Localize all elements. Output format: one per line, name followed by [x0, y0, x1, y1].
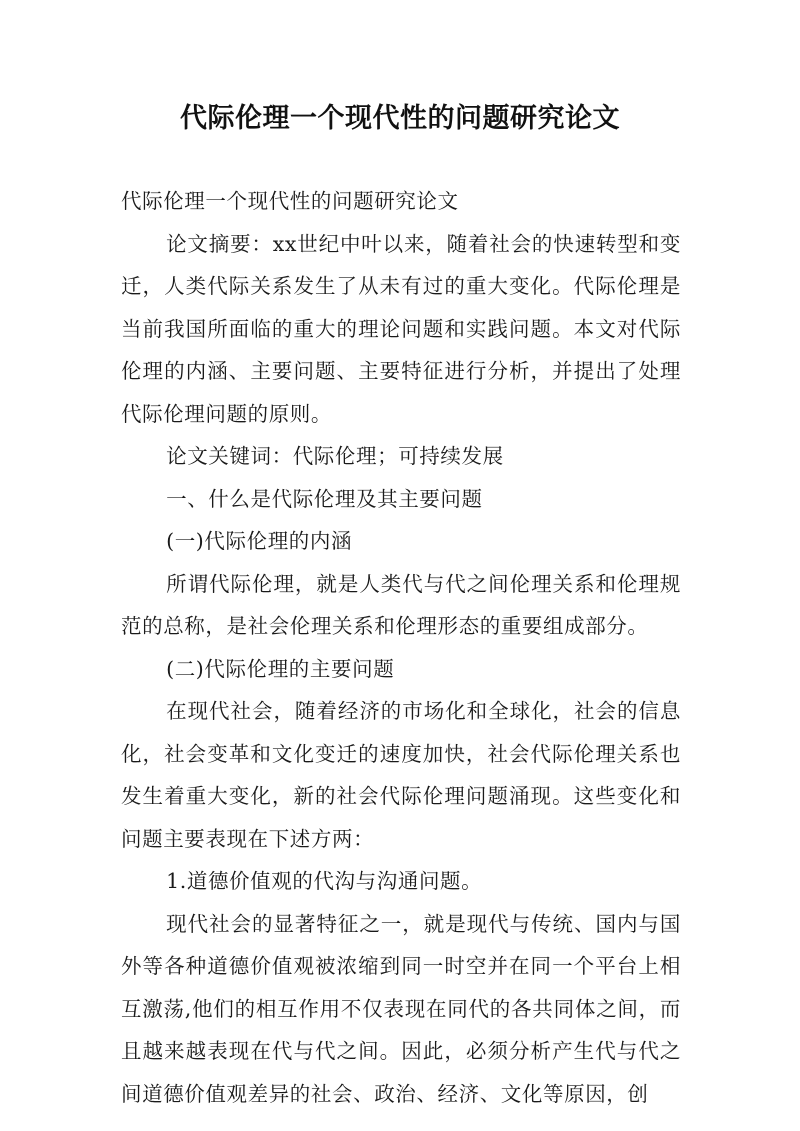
subtitle-line: 代际伦理一个现代性的问题研究论文 [121, 189, 459, 213]
section-heading-1: 一、什么是代际伦理及其主要问题 [166, 486, 483, 511]
values-paragraph: 现代社会的显著特征之一，就是现代与传统、国内与国外等各种道德价值观被浓缩到同一时空并在同一个平台上相互激荡,他们的相互作用不仅表现在同代的各共同体之间，而且越来越表现在代与代之间。因此，必须分析产生代与代之间道德价值观差异的社会、政治、经济、文化等原因，创 [121, 911, 681, 1106]
modern-society-paragraph: 在现代社会，随着经济的市场化和全球化，社会的信息化，社会变革和文化变迁的速度加快，社会代际伦理关系也发生着重大变化，新的社会代际伦理问题涌现。这些变化和问题主要表现在下述方两： [121, 699, 681, 851]
document-body [121, 180, 681, 1115]
abstract-paragraph: 论文摘要：xx世纪中叶以来，随着社会的快速转型和变迁，人类代际关系发生了从未有过的重大变化。代际伦理是当前我国所面临的重大的理论问题和实践问题。本文对代际伦理的内涵、主要问题、主要特征进行分析，并提出了处理代际伦理问题的原则。 [121, 231, 681, 426]
document-title: 代际伦理一个现代性的问题研究论文 [180, 103, 620, 134]
numbered-item-1: 1.道德价值观的代沟与沟通问题。 [166, 869, 483, 893]
subsection-heading-2: (二)代际伦理的主要问题 [166, 656, 395, 681]
subsection-heading-1: (一)代际伦理的内涵 [166, 529, 353, 553]
definition-paragraph: 所谓代际伦理，就是人类代与代之间伦理关系和伦理规范的总称，是社会伦理关系和伦理形态的重要组成部分。 [121, 571, 681, 638]
keywords-line: 论文关键词：代际伦理；可持续发展 [166, 444, 504, 468]
